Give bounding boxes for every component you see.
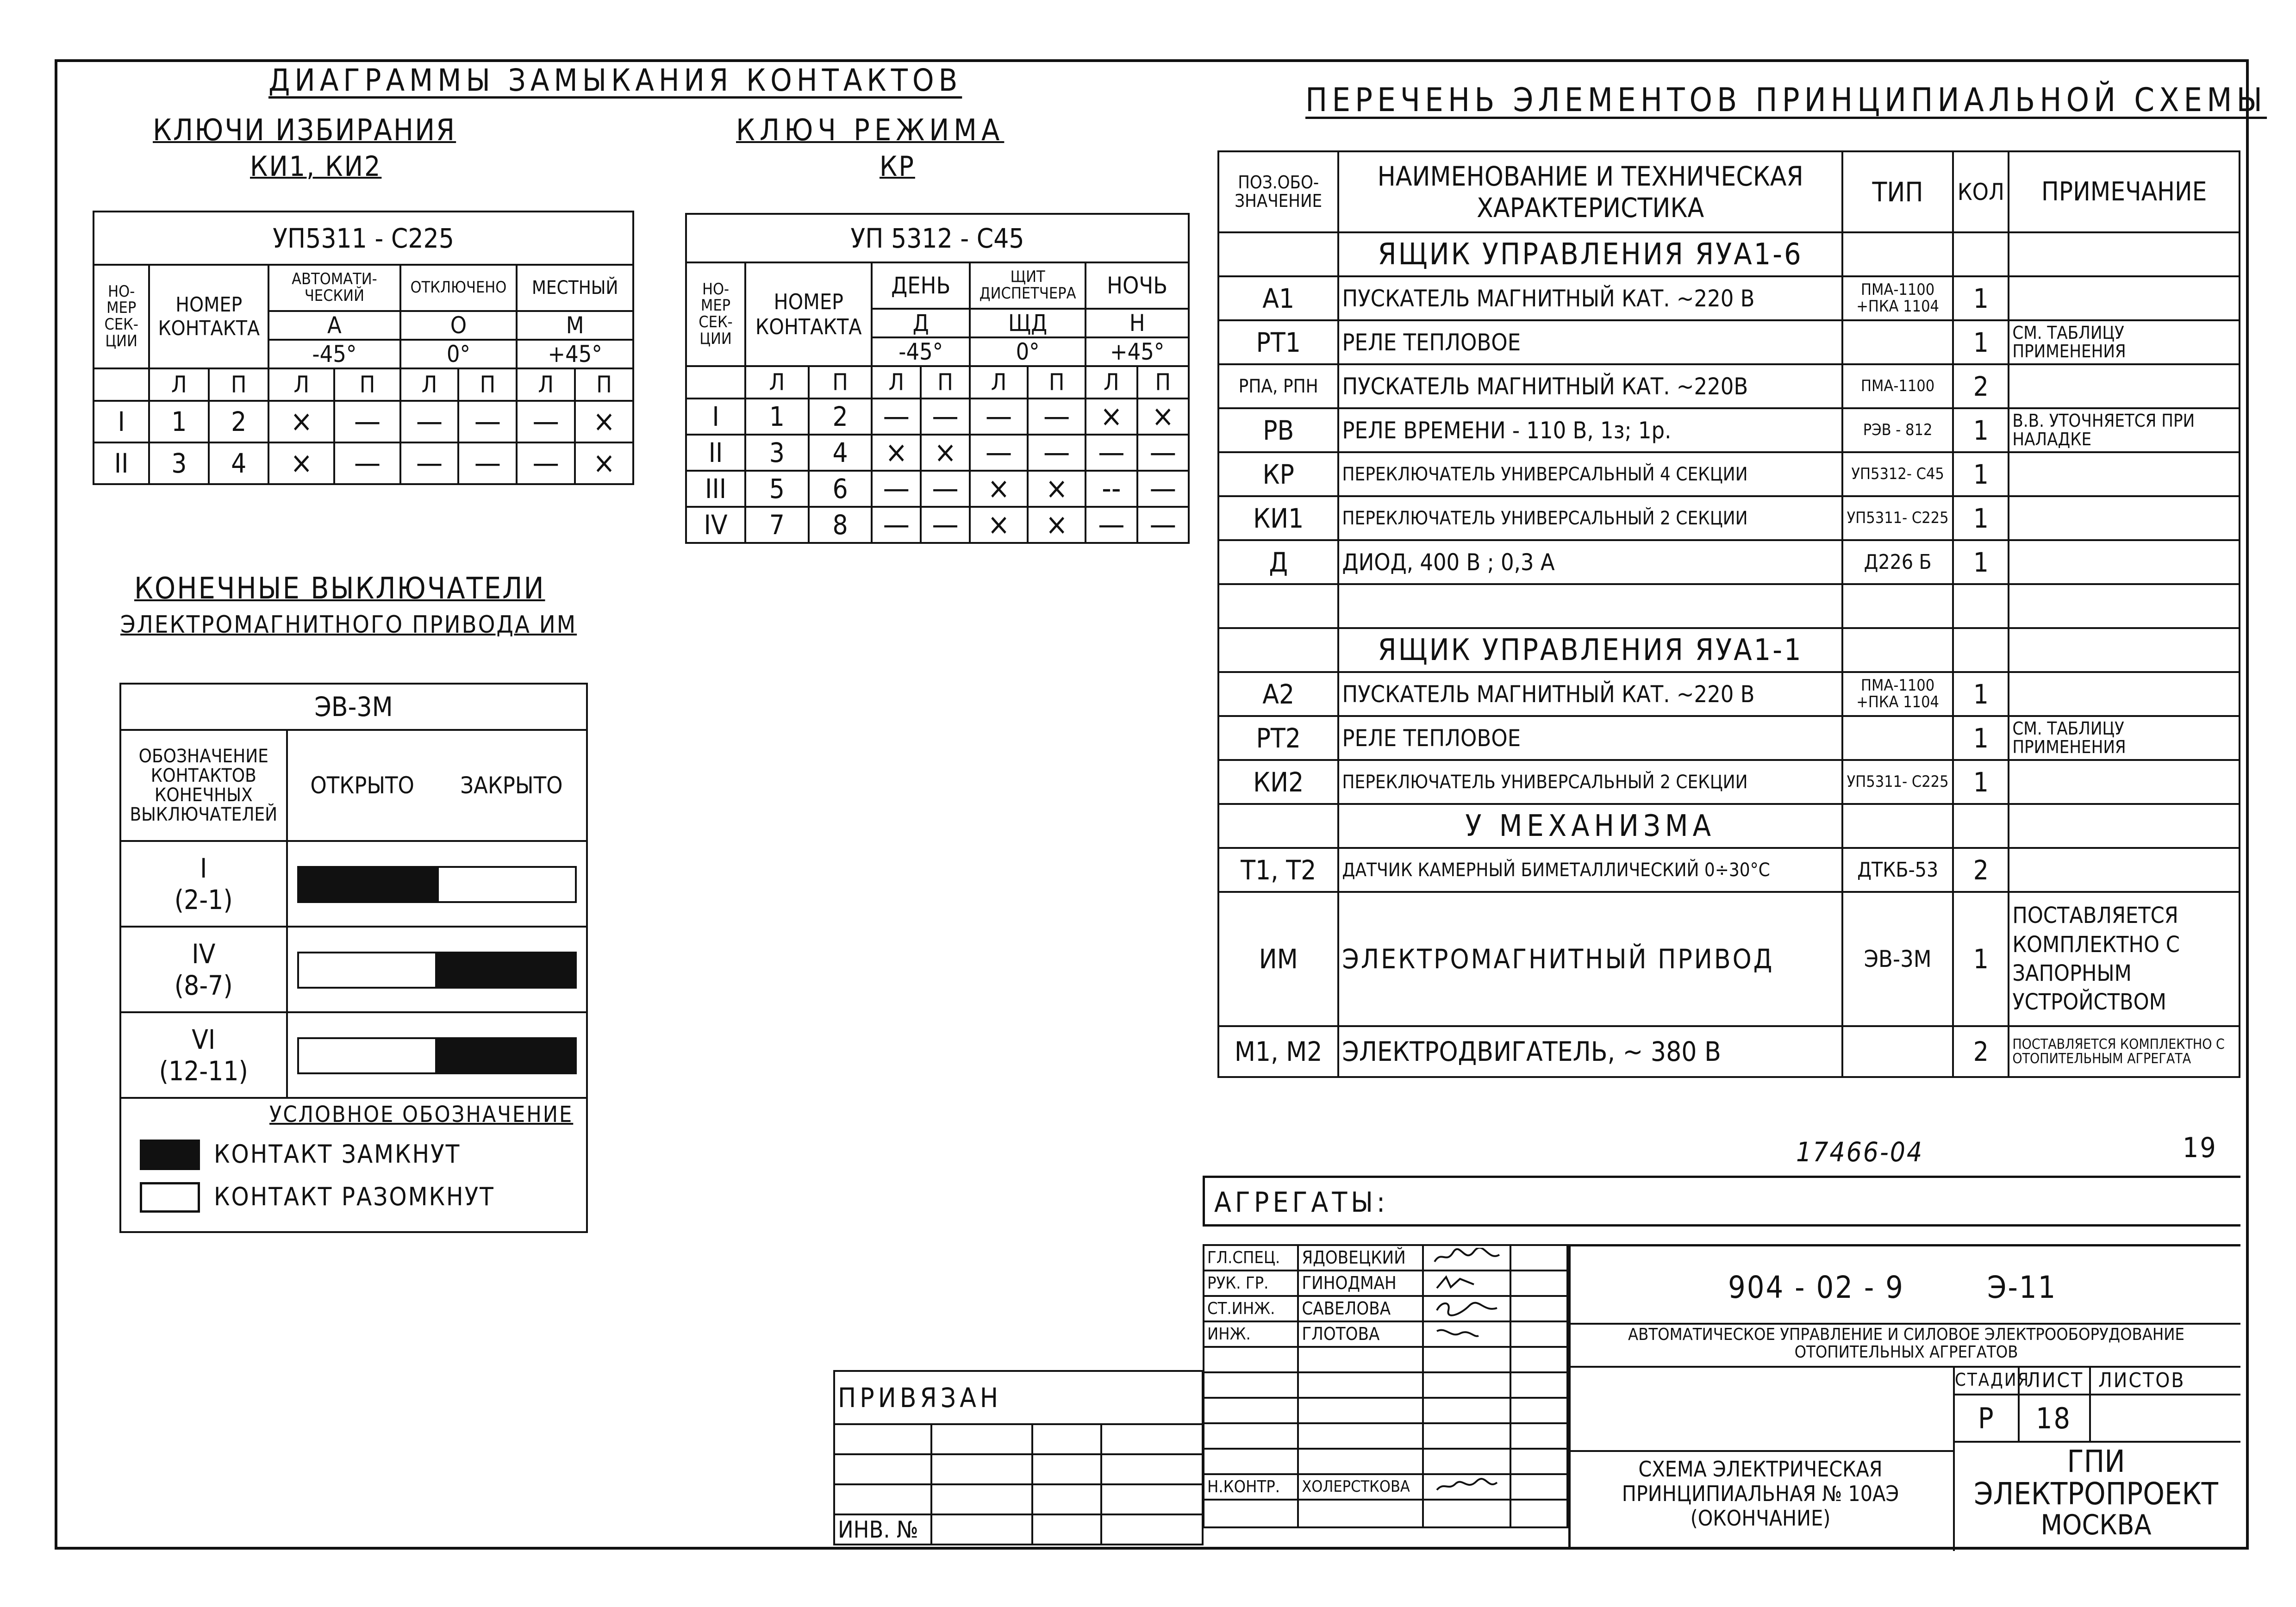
table-row: [120, 927, 587, 1012]
table-row: [1218, 848, 2240, 892]
contact-mark: ×: [1086, 399, 1137, 435]
table-row: [686, 507, 1189, 543]
table-row: [1218, 892, 2240, 1026]
legend-open-swatch: [140, 1182, 200, 1213]
signature-scribble: [1432, 1299, 1502, 1317]
project-name: АВТОМАТИЧЕСКОЕ УПРАВЛЕНИЕ И СИЛОВОЕ ЭЛЕКТРООБОРУДОВАНИЕ ОТОПИТЕЛЬНЫХ АГРЕГАТОВ: [1628, 1325, 2184, 1362]
table-row: [1204, 1245, 1567, 1271]
element-type: ДТКБ-53: [1842, 848, 1953, 892]
element-type: ПМА-1100 +ПКА 1104: [1842, 276, 1953, 320]
contact-mark: ×: [872, 435, 921, 471]
limit-switches-subtitle: ЭЛЕКТРОМАГНИТНОГО ПРИВОДА ИМ: [120, 611, 577, 639]
switch-section: VI: [192, 1023, 216, 1055]
element-pos: КР: [1218, 452, 1338, 496]
position-name: НОЧЬ: [1086, 262, 1189, 309]
contact-mark: —: [1028, 399, 1086, 435]
table-row: [1218, 364, 2240, 408]
table-row: [1204, 1474, 1567, 1500]
table-row: [94, 401, 633, 442]
stage-value: Р: [1978, 1401, 1995, 1435]
col-name: НАИМЕНОВАНИЕ И ТЕХНИЧЕСКАЯ ХАРАКТЕРИСТИКА: [1338, 151, 1842, 232]
signature-role: ГЛ.СПЕЦ.: [1204, 1245, 1298, 1271]
element-pos: РТ2: [1218, 716, 1338, 760]
element-note: СМ. ТАБЛИЦУ ПРИМЕНЕНИЯ: [2009, 716, 2240, 760]
col-designation: ОБОЗНАЧЕНИЕ КОНТАКТОВ КОНЕЧНЫХ ВЫКЛЮЧАТЕЛЕЙ: [120, 730, 287, 841]
element-pos: РВ: [1218, 408, 1338, 452]
element-type: [1842, 716, 1953, 760]
element-qty: 1: [1953, 408, 2009, 452]
mode-key-subtitle: КР: [880, 150, 915, 183]
mode-key-title: КЛЮЧ РЕЖИМА: [736, 113, 1004, 148]
position-letter: Д: [872, 309, 970, 337]
selector-keys-subtitle: КИ1, КИ2: [250, 150, 382, 183]
col-closed: ЗАКРЫТО: [437, 730, 587, 841]
legend-open-label: КОНТАКТ РАЗОМКНУТ: [214, 1182, 495, 1211]
mode-key-type: УП 5312 - С45: [686, 214, 1189, 262]
position-letter: Н: [1086, 309, 1189, 337]
position-angle: -45°: [872, 337, 970, 366]
table-row: [1218, 496, 2240, 540]
switch-contacts: (12-11): [159, 1055, 248, 1087]
element-type: Д226 Б: [1842, 540, 1953, 584]
position-letter: ЩД: [970, 309, 1086, 337]
element-qty: 1: [1953, 672, 2009, 716]
bound-table: [833, 1370, 1204, 1545]
contact-state-bar: [297, 952, 437, 989]
section-number: I: [686, 399, 745, 435]
inv-label: ИНВ. №: [834, 1514, 931, 1545]
element-type: ПМА-1100: [1842, 364, 1953, 408]
table-row: [1218, 1026, 2240, 1077]
element-note: [2009, 364, 2240, 408]
lr-label: П: [575, 368, 633, 401]
table-row: [1204, 1271, 1567, 1296]
lr-label: Л: [970, 366, 1028, 399]
element-qty: 1: [1953, 540, 2009, 584]
position-name: ДЕНЬ: [872, 262, 970, 309]
lr-label: П: [458, 368, 517, 401]
lr-label: Л: [745, 366, 809, 399]
element-qty: 1: [1953, 496, 2009, 540]
table-row: [1218, 760, 2240, 804]
limit-switches-title: КОНЕЧНЫЕ ВЫКЛЮЧАТЕЛИ: [134, 572, 545, 606]
contact-mark: —: [872, 399, 921, 435]
element-list-title: ПЕРЕЧЕНЬ ЭЛЕМЕНТОВ ПРИНЦИПИАЛЬНОЙ СХЕМЫ: [1305, 81, 2267, 119]
sheet-value: 18: [2036, 1401, 2071, 1435]
table-row: [1218, 716, 2240, 760]
table-row: [1218, 804, 2240, 848]
lr-label: П: [1137, 366, 1189, 399]
switch-contacts: (8-7): [174, 969, 233, 1001]
contact-mark: —: [458, 442, 517, 484]
contact-mark: —: [517, 442, 575, 484]
contact-mark: —: [1086, 507, 1137, 543]
contact-mark: —: [334, 401, 400, 442]
contact-mark: —: [1137, 507, 1189, 543]
element-pos: Т1, Т2: [1218, 848, 1338, 892]
signature-table: [1203, 1244, 1568, 1528]
element-name: ЭЛЕКТРОМАГНИТНЫЙ ПРИВОД: [1338, 892, 1842, 1026]
element-name: ЭЛЕКТРОДВИГАТЕЛЬ, ~ 380 В: [1338, 1026, 1842, 1077]
contact-mark: —: [872, 471, 921, 507]
group-heading: У МЕХАНИЗМА: [1338, 804, 1842, 848]
position-angle: 0°: [970, 337, 1086, 366]
legend-title: УСЛОВНОЕ ОБОЗНАЧЕНИЕ: [269, 1102, 574, 1127]
lr-label: П: [809, 366, 872, 399]
table-row: [1218, 672, 2240, 716]
table-row: [686, 399, 1189, 435]
contact-mark: —: [970, 399, 1028, 435]
element-name: РЕЛЕ ТЕПЛОВОЕ: [1338, 716, 1842, 760]
element-qty: 1: [1953, 716, 2009, 760]
col-section: НО-МЕР СЕК-ЦИИ: [686, 262, 745, 366]
signature-scribble: [1432, 1324, 1502, 1343]
contact-mark: —: [921, 399, 970, 435]
position-name: ЩИТ ДИСПЕТЧЕРА: [970, 262, 1086, 309]
contact-state-bar: [297, 1037, 437, 1074]
contact-mark: ×: [268, 401, 334, 442]
contact-mark: —: [1086, 435, 1137, 471]
stage-label: СТАДИЯ: [1955, 1370, 2030, 1390]
contact-l: 1: [745, 399, 809, 435]
element-pos: Д: [1218, 540, 1338, 584]
position-letter: О: [400, 311, 517, 340]
contact-mark: ×: [575, 401, 633, 442]
element-pos: М1, М2: [1218, 1026, 1338, 1077]
lr-label: Л: [517, 368, 575, 401]
lr-label: Л: [149, 368, 209, 401]
element-qty: 1: [1953, 276, 2009, 320]
lr-label: Л: [872, 366, 921, 399]
col-contact: НОМЕР КОНТАКТА: [745, 262, 872, 366]
contact-mark: ×: [575, 442, 633, 484]
limit-switches-type: ЭВ-3М: [120, 684, 587, 730]
bound-label: ПРИВЯЗАН: [834, 1371, 1203, 1424]
switch-section: IV: [192, 938, 216, 970]
contact-p: 4: [209, 442, 268, 484]
section-number: IV: [686, 507, 745, 543]
contact-mark: —: [921, 471, 970, 507]
org-line-2: ЭЛЕКТРОПРОЕКТ: [1974, 1476, 2218, 1512]
col-note: ПРИМЕЧАНИЕ: [2009, 151, 2240, 232]
col-contact: НОМЕР КОНТАКТА: [149, 265, 268, 368]
sheets-label: ЛИСТОВ: [2098, 1369, 2185, 1392]
element-name: ПУСКАТЕЛЬ МАГНИТНЫЙ КАТ. ~220В: [1338, 364, 1842, 408]
element-type: УП5312- С45: [1842, 452, 1953, 496]
selector-keys-title: КЛЮЧИ ИЗБИРАНИЯ: [153, 113, 456, 148]
lr-label: Л: [1086, 366, 1137, 399]
element-name: ПУСКАТЕЛЬ МАГНИТНЫЙ КАТ. ~220 В: [1338, 276, 1842, 320]
contact-state-bar: [437, 866, 577, 903]
table-row: [1218, 540, 2240, 584]
contact-l: 3: [149, 442, 209, 484]
contact-mark: ×: [1028, 471, 1086, 507]
contact-mark: ×: [970, 507, 1028, 543]
page-mark: 19: [2183, 1132, 2217, 1164]
section-number: III: [686, 471, 745, 507]
contact-mark: ×: [268, 442, 334, 484]
element-note: СМ. ТАБЛИЦУ ПРИМЕНЕНИЯ: [2009, 320, 2240, 364]
contact-mark: --: [1086, 471, 1137, 507]
contact-mark: —: [400, 401, 459, 442]
section-number: II: [94, 442, 149, 484]
org-line-1: ГПИ: [2067, 1444, 2125, 1479]
group-heading: ЯЩИК УПРАВЛЕНИЯ ЯУА1-1: [1338, 628, 1842, 672]
signature-role: Н.КОНТР.: [1204, 1474, 1298, 1500]
table-row: [1218, 408, 2240, 452]
element-qty: 2: [1953, 364, 2009, 408]
col-type: ТИП: [1842, 151, 1953, 232]
element-note: [2009, 496, 2240, 540]
signature-name: САВЕЛОВА: [1298, 1296, 1423, 1321]
element-name: ДИОД, 400 В ; 0,3 А: [1338, 540, 1842, 584]
contact-state-bar: [437, 1037, 577, 1074]
selector-keys-type: УП5311 - С225: [94, 212, 633, 265]
signature-name: ХОЛЕРСТКОВА: [1298, 1474, 1423, 1500]
position-angle: +45°: [1086, 337, 1189, 366]
position-name: МЕСТНЫЙ: [517, 265, 633, 311]
table-row: [94, 442, 633, 484]
element-name: ПУСКАТЕЛЬ МАГНИТНЫЙ КАТ. ~220 В: [1338, 672, 1842, 716]
element-type: [1842, 1026, 1953, 1077]
col-qty: КОЛ: [1953, 151, 2009, 232]
signature-name: ЯДОВЕЦКИЙ: [1298, 1245, 1423, 1271]
signature-role: ИНЖ.: [1204, 1321, 1298, 1347]
lr-label: П: [334, 368, 400, 401]
contact-mark: —: [1137, 471, 1189, 507]
col-open: ОТКРЫТО: [287, 730, 437, 841]
signature-role: РУК. ГР.: [1204, 1271, 1298, 1296]
contact-mark: ×: [970, 471, 1028, 507]
table-row: [1218, 584, 2240, 628]
col-section: НО-МЕР СЕК-ЦИИ: [94, 265, 149, 368]
contact-p: 2: [209, 401, 268, 442]
contact-mark: —: [458, 401, 517, 442]
project-code: 904 - 02 - 9: [1728, 1270, 1904, 1305]
aggregates-box: [1203, 1176, 2240, 1227]
element-qty: 2: [1953, 848, 2009, 892]
title-block-main: [1568, 1244, 2240, 1550]
element-note: В.В. УТОЧНЯЕТСЯ ПРИ НАЛАДКЕ: [2009, 408, 2240, 452]
limit-switches-table: [119, 683, 588, 1233]
legend-closed-label: КОНТАКТ ЗАМКНУТ: [214, 1140, 461, 1169]
element-type: УП5311- С225: [1842, 760, 1953, 804]
element-note: [2009, 848, 2240, 892]
element-list-table: [1217, 150, 2240, 1078]
element-qty: 1: [1953, 760, 2009, 804]
element-qty: 1: [1953, 452, 2009, 496]
signature-scribble: [1432, 1273, 1502, 1292]
contact-p: 6: [809, 471, 872, 507]
element-qty: 2: [1953, 1026, 2009, 1077]
position-angle: -45°: [268, 340, 400, 368]
element-pos: РПА, РПН: [1218, 364, 1338, 408]
element-name: ПЕРЕКЛЮЧАТЕЛЬ УНИВЕРСАЛЬНЫЙ 4 СЕКЦИИ: [1338, 452, 1842, 496]
org-line-3: МОСКВА: [2040, 1509, 2152, 1541]
contact-mark: —: [872, 507, 921, 543]
element-note: [2009, 540, 2240, 584]
signature-role: СТ.ИНЖ.: [1204, 1296, 1298, 1321]
contact-state-bar: [297, 866, 437, 903]
contact-mark: ×: [1028, 507, 1086, 543]
mode-key-table: [685, 213, 1190, 544]
element-qty: 1: [1953, 892, 2009, 1026]
position-angle: +45°: [517, 340, 633, 368]
table-row: [120, 1012, 587, 1098]
contact-l: 5: [745, 471, 809, 507]
lr-label: Л: [400, 368, 459, 401]
element-pos: КИ2: [1218, 760, 1338, 804]
signature-scribble: [1432, 1248, 1502, 1266]
table-row: [120, 841, 587, 927]
contact-p: 8: [809, 507, 872, 543]
contact-l: 3: [745, 435, 809, 471]
table-row: [1218, 232, 2240, 276]
contact-l: 1: [149, 401, 209, 442]
element-name: ДАТЧИК КАМЕРНЫЙ БИМЕТАЛЛИЧЕСКИЙ 0÷30°С: [1338, 848, 1842, 892]
lr-label: П: [1028, 366, 1086, 399]
contact-mark: —: [921, 507, 970, 543]
element-type: ЭВ-3М: [1842, 892, 1953, 1026]
table-row: [1204, 1321, 1567, 1347]
position-name: АВТОМАТИ-ЧЕСКИЙ: [268, 265, 400, 311]
section-number: II: [686, 435, 745, 471]
element-pos: А1: [1218, 276, 1338, 320]
contact-mark: —: [970, 435, 1028, 471]
drawing-name: СХЕМА ЭЛЕКТРИЧЕСКАЯ ПРИНЦИПИАЛЬНАЯ № 10АЭ (ОКОНЧАНИЕ): [1622, 1457, 1899, 1531]
position-angle: 0°: [400, 340, 517, 368]
lr-label: Л: [268, 368, 334, 401]
signature-scribble: [1432, 1477, 1502, 1495]
contact-state-bar: [437, 952, 577, 989]
diagrams-title: ДИАГРАММЫ ЗАМЫКАНИЯ КОНТАКТОВ: [268, 62, 962, 98]
table-row: [1218, 276, 2240, 320]
contact-mark: —: [334, 442, 400, 484]
contact-mark: —: [1028, 435, 1086, 471]
element-note: [2009, 760, 2240, 804]
position-letter: М: [517, 311, 633, 340]
element-pos: РТ1: [1218, 320, 1338, 364]
element-note: ПОСТАВЛЯЕТСЯ КОМПЛЕКТНО С ОТОПИТЕЛЬНЫМ АГРЕГАТА: [2009, 1026, 2240, 1077]
aggregates-label: АГРЕГАТЫ:: [1214, 1186, 1389, 1219]
element-note: [2009, 452, 2240, 496]
lr-label: П: [209, 368, 268, 401]
table-row: [1218, 320, 2240, 364]
element-name: ПЕРЕКЛЮЧАТЕЛЬ УНИВЕРСАЛЬНЫЙ 2 СЕКЦИИ: [1338, 496, 1842, 540]
contact-mark: —: [1137, 435, 1189, 471]
contact-l: 7: [745, 507, 809, 543]
element-pos: ИМ: [1218, 892, 1338, 1026]
contact-p: 2: [809, 399, 872, 435]
table-row: [1204, 1296, 1567, 1321]
table-row: [1218, 628, 2240, 672]
element-type: РЭВ - 812: [1842, 408, 1953, 452]
contact-mark: ×: [1137, 399, 1189, 435]
element-name: ПЕРЕКЛЮЧАТЕЛЬ УНИВЕРСАЛЬНЫЙ 2 СЕКЦИИ: [1338, 760, 1842, 804]
element-qty: 1: [1953, 320, 2009, 364]
switch-contacts: (2-1): [174, 884, 233, 916]
table-row: [686, 471, 1189, 507]
col-pos: ПОЗ.ОБО-ЗНАЧЕНИЕ: [1218, 151, 1338, 232]
element-name: РЕЛЕ ВРЕМЕНИ - 110 В, 1з; 1р.: [1338, 408, 1842, 452]
element-note: [2009, 276, 2240, 320]
section-number: I: [94, 401, 149, 442]
element-name: РЕЛЕ ТЕПЛОВОЕ: [1338, 320, 1842, 364]
position-name: ОТКЛЮЧЕНО: [400, 265, 517, 311]
element-type: УП5311- С225: [1842, 496, 1953, 540]
element-type: [1842, 320, 1953, 364]
element-note: ПОСТАВЛЯЕТСЯ КОМПЛЕКТНО С ЗАПОРНЫМ УСТРОЙСТВОМ: [2009, 892, 2240, 1026]
lr-label: П: [921, 366, 970, 399]
selector-keys-table: [93, 211, 634, 485]
signature-name: ГЛОТОВА: [1298, 1321, 1423, 1347]
legend-closed-swatch: [140, 1140, 200, 1170]
table-row: [1218, 452, 2240, 496]
contact-mark: —: [400, 442, 459, 484]
element-note: [2009, 672, 2240, 716]
table-row: [686, 435, 1189, 471]
element-pos: А2: [1218, 672, 1338, 716]
doc-code-small: 17466-04: [1796, 1136, 1924, 1168]
sheet-code: Э-11: [1987, 1270, 2057, 1305]
position-letter: А: [268, 311, 400, 340]
contact-mark: —: [517, 401, 575, 442]
element-pos: КИ1: [1218, 496, 1338, 540]
sheet-label: ЛИСТ: [2027, 1369, 2084, 1392]
contact-p: 4: [809, 435, 872, 471]
switch-section: I: [200, 852, 207, 884]
signature-name: ГИНОДМАН: [1298, 1271, 1423, 1296]
element-type: ПМА-1100 +ПКА 1104: [1842, 672, 1953, 716]
contact-mark: ×: [921, 435, 970, 471]
group-heading: ЯЩИК УПРАВЛЕНИЯ ЯУА1-6: [1338, 232, 1842, 276]
